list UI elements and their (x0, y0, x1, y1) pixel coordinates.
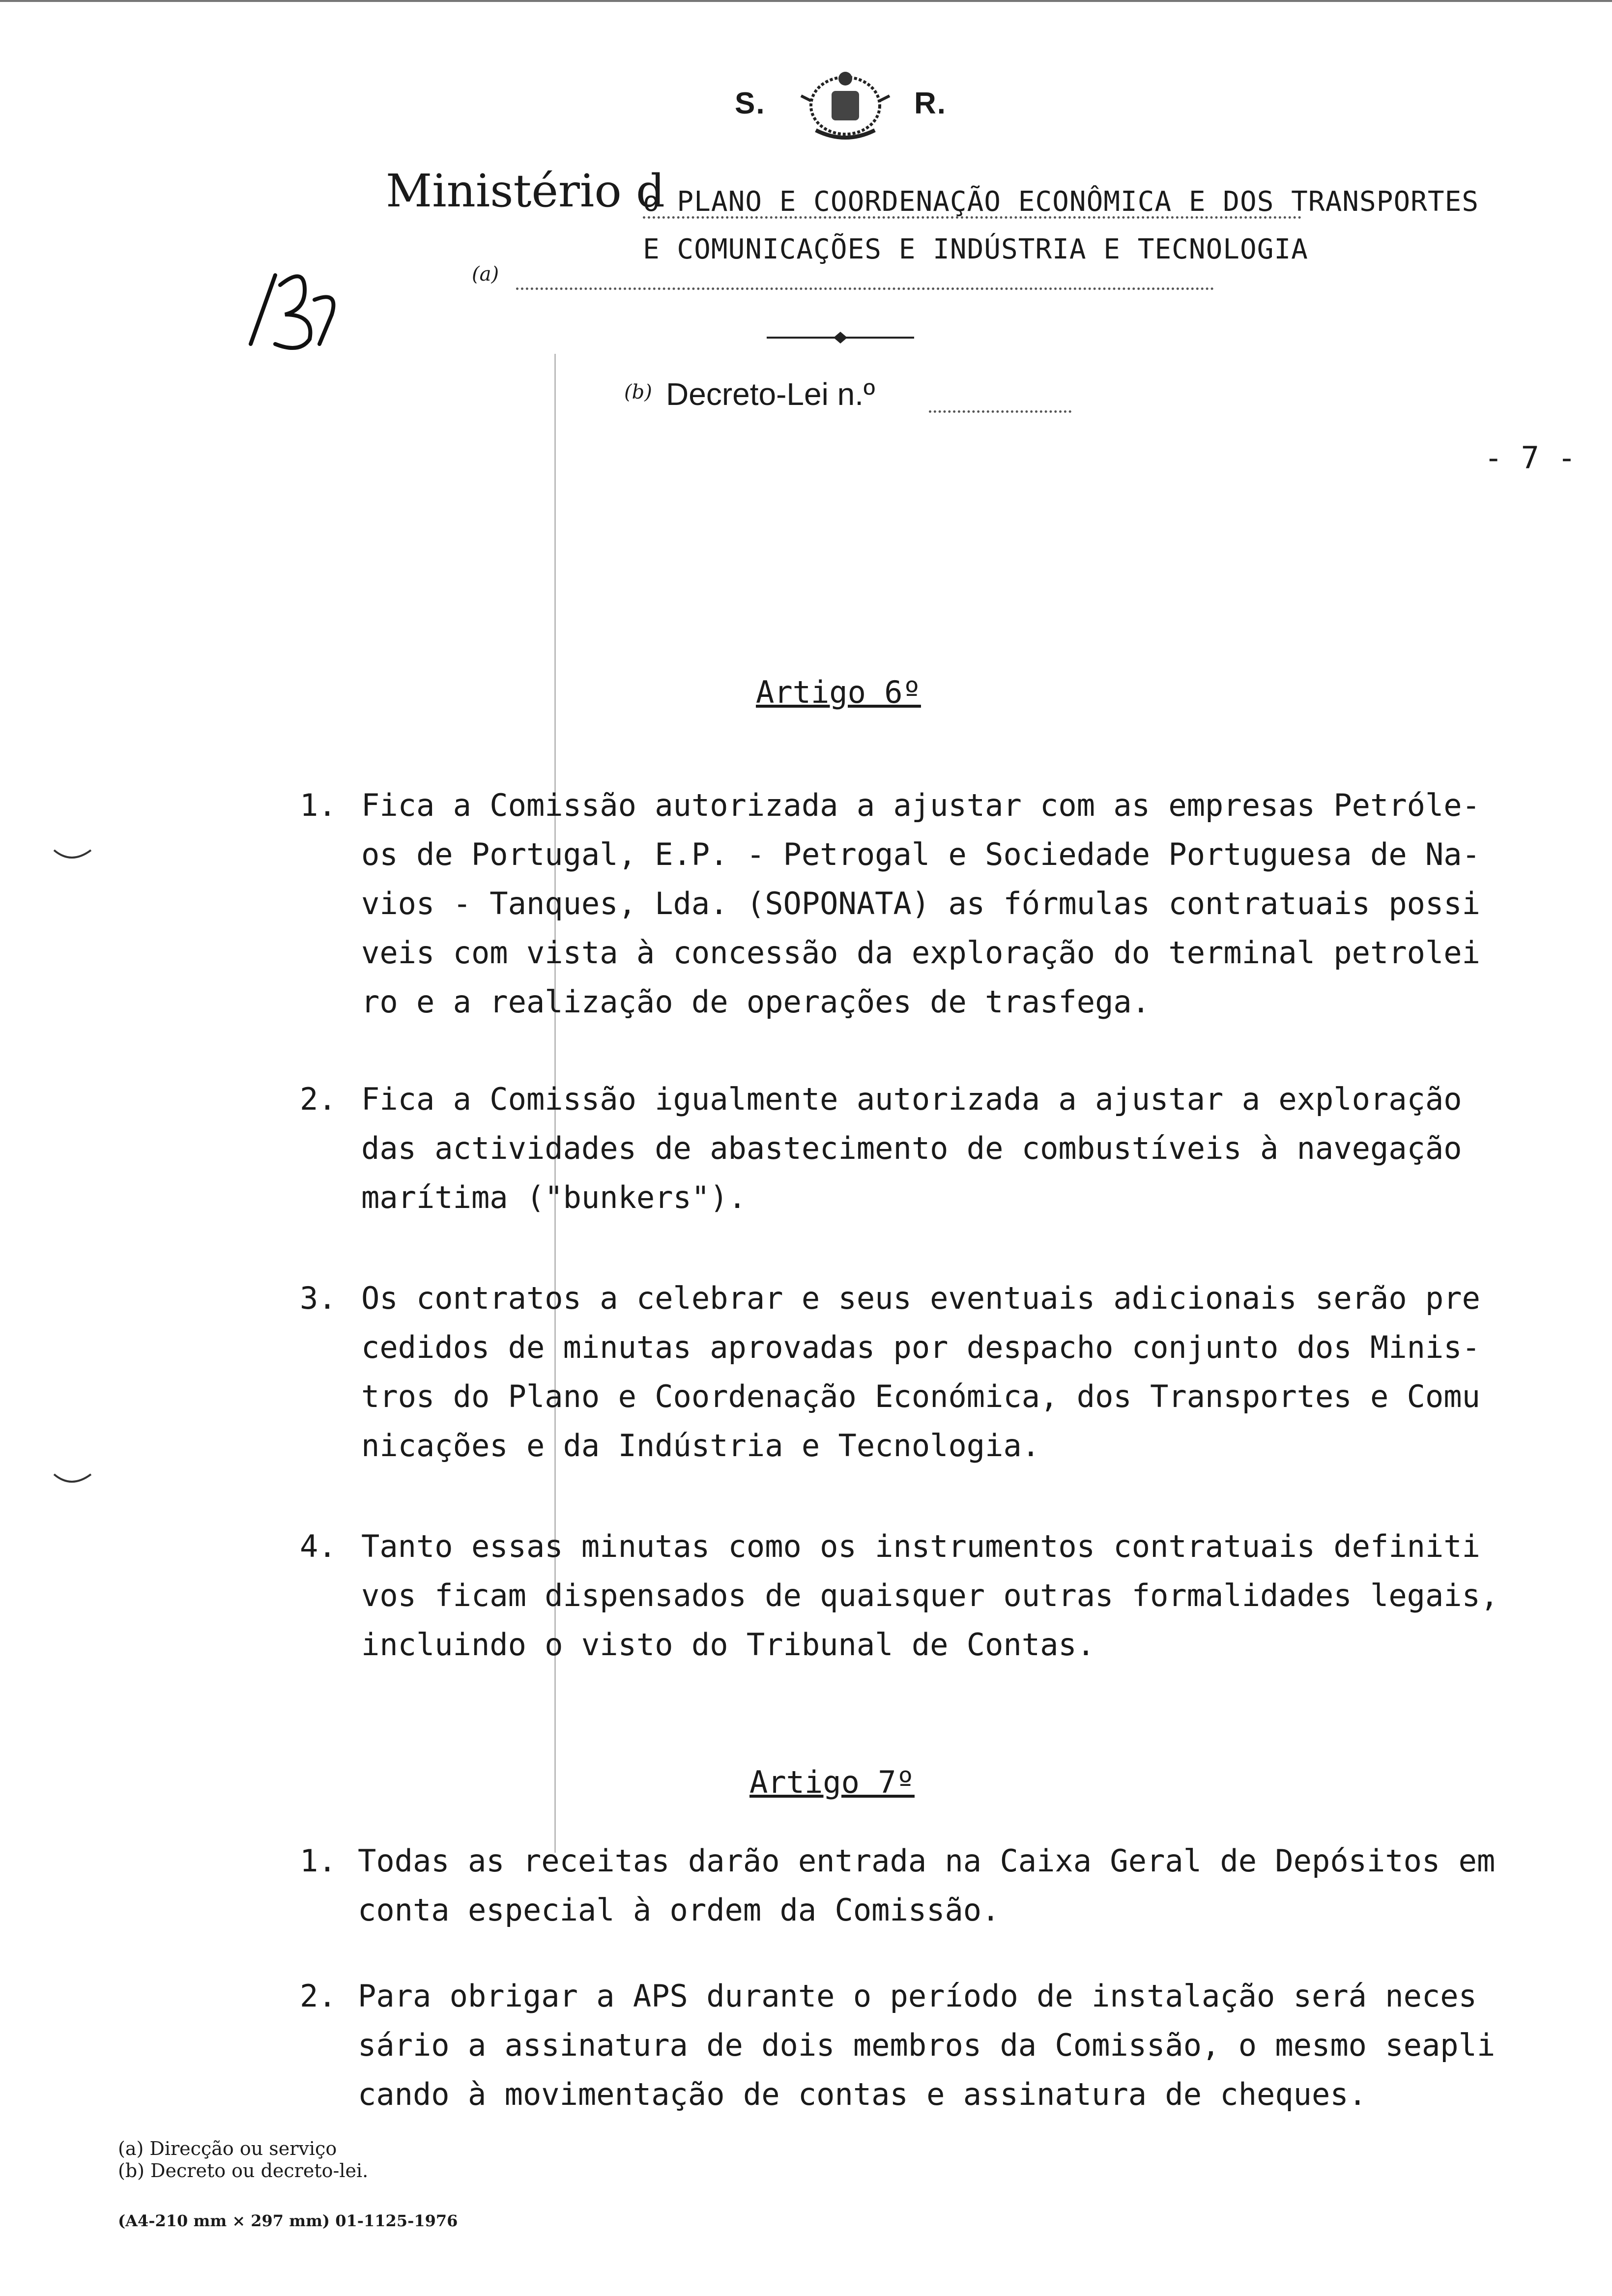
article-6-para-1-line: vios - Tanques, Lda. (SOPONATA) as fórmulas contratuais possi (361, 886, 1480, 921)
ministry-name-line2: E COMUNICAÇÕES E INDÚSTRIA E TECNOLOGIA (643, 233, 1308, 265)
article-6-para-1-line: veis com vista à concessão da exploração do terminal petrolei (361, 935, 1480, 971)
page-number: - 7 - (1484, 440, 1576, 476)
article-6-para-3-line: cedidos de minutas aprovadas por despacho conjunto dos Minis- (361, 1329, 1480, 1365)
article-7-para-2-line: sário a assinatura de dois membros da Comissão, o mesmo seapli (358, 2027, 1496, 2063)
article-6-para-1-line: Fica a Comissão autorizada a ajustar com as empresas Petróle- (361, 787, 1480, 823)
article-6-para-2-line: Fica a Comissão igualmente autorizada a ajustar a exploração (361, 1081, 1462, 1117)
footnote-b: (b) Decreto ou decreto-lei. (118, 2160, 369, 2181)
article-6-para-2-line: marítima ("bunkers"). (361, 1179, 747, 1215)
article-6-para-1-line: ro e a realização de operações de trasfega. (361, 984, 1151, 1020)
article-7-para-2-line: Para obrigar a APS durante o período de instalação será neces (358, 1978, 1477, 2014)
article-6-para-4-line: vos ficam dispensados de quaisquer outras formalidades legais, (361, 1578, 1499, 1613)
article-6-para-4-number: 4. (300, 1528, 337, 1564)
article-6-para-2-line: das actividades de abastecimento de combustíveis à navegação (361, 1130, 1462, 1166)
decreto-label: Decreto-Lei n.º (666, 376, 875, 412)
article-6-title: Artigo 6º (756, 674, 921, 710)
article-7-para-1-line: conta especial à ordem da Comissão. (358, 1892, 1000, 1928)
separator-ornament (767, 330, 914, 345)
article-6-para-3-line: nicações e da Indústria e Tecnologia. (361, 1428, 1040, 1464)
article-6-para-3-line: Os contratos a celebrar e seus eventuais adicionais serão pre (361, 1280, 1480, 1316)
sr-right: R. (914, 86, 947, 120)
article-6-para-3-line: tros do Plano e Coordenação Económica, dos Transportes e Comu (361, 1378, 1480, 1414)
article-7-para-2-line: cando à movimentação de contas e assinatura de cheques. (358, 2076, 1367, 2112)
label-b: (b) (624, 381, 652, 403)
article-7-para-1-line: Todas as receitas darão entrada na Caixa Geral de Depósitos em (358, 1843, 1496, 1879)
article-6-para-1-line: os de Portugal, E.P. - Petrogal e Sociedade Portuguesa de Na- (361, 836, 1480, 872)
ministerio-label: Ministério d (386, 165, 665, 217)
article-7-title: Artigo 7º (749, 1764, 915, 1800)
article-6-para-3-number: 3. (300, 1280, 337, 1316)
label-a: (a) (472, 263, 499, 286)
form-reference: (A4-210 mm × 297 mm) 01-1125-1976 (118, 2211, 458, 2230)
footnote-a: (a) Direcção ou serviço (118, 2138, 337, 2159)
article-6-para-4-line: Tanto essas minutas como os instrumentos contratuais definiti (361, 1528, 1480, 1564)
ministry-dotted-rule (643, 216, 1301, 219)
margin-marks (49, 835, 108, 1499)
article-7-para-2-number: 2. (300, 1978, 337, 2014)
decreto-number-field (929, 410, 1071, 413)
sr-left: S. (735, 86, 766, 120)
article-7-para-1-number: 1. (300, 1843, 337, 1879)
direccao-dotted-field (516, 287, 1214, 290)
ministry-name-line1: o PLANO E COORDENAÇÃO ECONÔMICA E DOS TRANSPORTES (643, 186, 1479, 218)
handwritten-mark (241, 256, 349, 354)
article-6-para-4-line: incluindo o visto do Tribunal de Contas. (361, 1627, 1095, 1663)
article-6-para-2-number: 2. (300, 1081, 337, 1117)
top-border-line (0, 0, 1612, 2)
article-6-para-1-number: 1. (300, 787, 337, 823)
coat-of-arms-icon (796, 66, 894, 145)
